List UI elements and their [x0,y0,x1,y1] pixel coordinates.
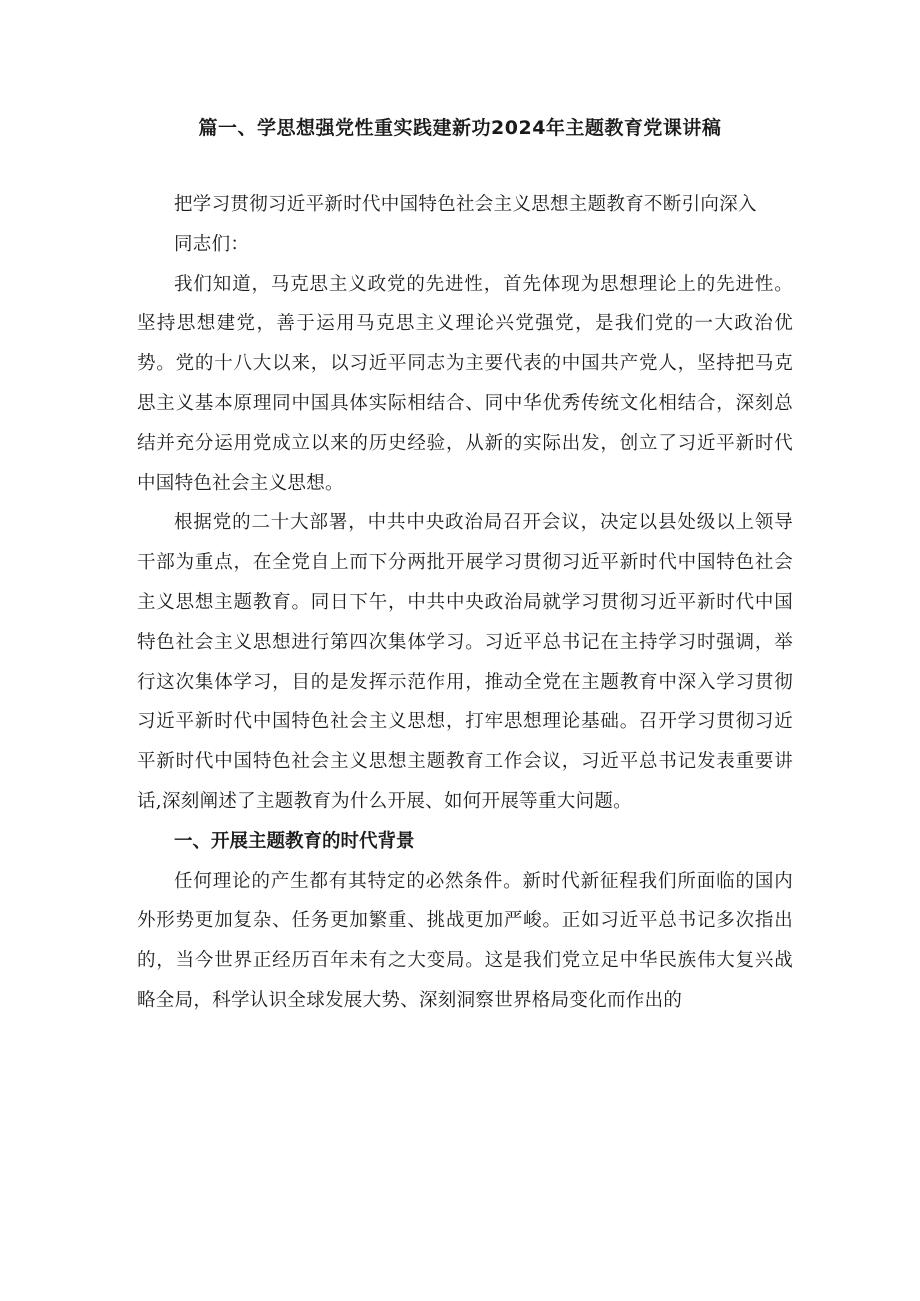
paragraph-1: 我们知道，马克思主义政党的先进性，首先体现为思想理论上的先进性。坚持思想建党，善于运用马克思主义理论兴党强党，是我们党的一大政治优势。党的十八大以来，以习近平同志为主要代表的中国共产党人，坚持把马克思主义基本原理同中国具体实际相结合、同中华优秀传统文化相结合，深刻总结并充分运用党成立以来的历史经验，从新的实际出发，创立了习近平新时代中国特色社会主义思想。 [137,273,793,494]
section-1-heading: 一、开展主题教育的时代背景 [174,830,415,852]
document-body [137,185,793,1021]
paragraph-3: 任何理论的产生都有其特定的必然条件。新时代新征程我们所面临的国内外形势更加复杂、任务更加繁重、挑战更加严峻。正如习近平总书记多次指出的，当今世界正经历百年未有之大变局。这是我们党立足中华民族伟大复兴战略全局，科学认识全球发展大势、深刻洞察世界格局变化而作出的 [137,870,793,1011]
salutation: 同志们： [174,233,250,255]
document-subtitle: 把学习贯彻习近平新时代中国特色社会主义思想主题教育不断引向深入 [174,194,757,215]
document-title: 篇一、学思想强党性重实践建新功2024年主题教育党课讲稿 [198,117,722,139]
paragraph-2: 根据党的二十大部署，中共中央政治局召开会议，决定以县处级以上领导干部为重点，在全党自上而下分两批开展学习贯彻习近平新时代中国特色社会主义思想主题教育。同日下午，中共中央政治局就学习贯彻习近平新时代中国特色社会主义思想进行第四次集体学习。习近平总书记在主持学习时强调，举行这次集体学习，目的是发挥示范作用，推动全党在主题教育中深入学习贯彻习近平新时代中国特色社会主义思想，打牢思想理论基础。召开学习贯彻习近平新时代中国特色社会主义思想主题教育工作会议，习近平总书记发表重要讲话,深刻阐述了主题教育为什么开展、如何开展等重大问题。 [137,512,793,812]
